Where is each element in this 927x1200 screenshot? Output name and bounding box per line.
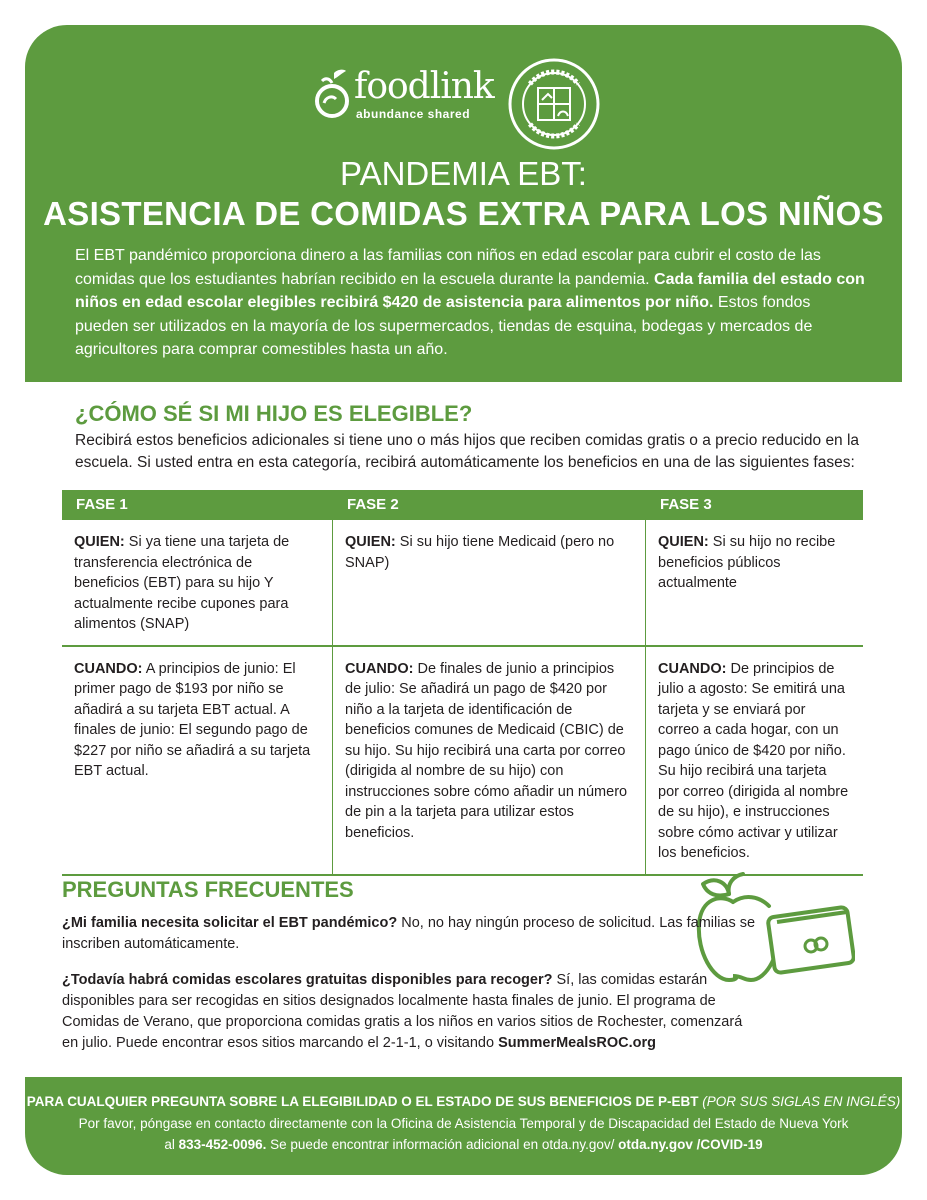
faq-item: ¿Mi familia necesita solicitar el EBT pandémico? No, no hay ningún proceso de solicitud. Las familias se inscriben automáticamente. <box>62 915 756 952</box>
quien-cell: QUIEN: Si ya tiene una tarjeta de transferencia electrónica de beneficios (EBT) para su hijo Y actualmente recibe cupones para alimentos (SNAP) <box>62 520 333 646</box>
faq-heading: PREGUNTAS FRECUENTES <box>62 877 354 902</box>
page-title-line2: ASISTENCIA DE COMIDAS EXTRA PARA LOS NIÑOS <box>43 195 884 232</box>
phone-number[interactable]: 833-452-0096. <box>178 1137 267 1152</box>
otda-link[interactable]: otda.ny.gov /COVID-19 <box>618 1137 763 1152</box>
phases-table <box>62 490 863 876</box>
phase-header: FASE 2 <box>333 490 646 520</box>
header-band <box>25 25 902 382</box>
footer-band <box>25 1077 902 1175</box>
intro-paragraph: El EBT pandémico proporciona dinero a las familias con niños en edad escolar para cubrir el costo de las comidas que los estudiantes habrían recibido en la escuela durante la pandemia. Cada familia del estado con niños en edad escolar elegibles recibirá $420 de asistencia para alimentos por niño. Estos fondos pueden ser utilizados en la mayoría de los supermercados, tiendas de esquina, bodegas y mercados de agricultores para comprar comestibles hasta un año. <box>75 247 865 358</box>
apple-logo-icon <box>312 67 352 123</box>
quien-cell: QUIEN: Si su hijo no recibe beneficios públicos actualmente <box>646 520 864 646</box>
quien-row <box>62 520 863 646</box>
quien-cell: QUIEN: Si su hijo tiene Medicaid (pero no SNAP) <box>333 520 646 646</box>
phases-header-row <box>62 490 863 520</box>
logo-wordmark: foodlink <box>354 66 494 107</box>
page-title-line1: PANDEMIA EBT: <box>340 155 587 192</box>
phase-header: FASE 1 <box>62 490 333 520</box>
cuando-cell: CUANDO: De finales de junio a principios de julio: Se añadirá un pago de $420 por niño a la tarjeta de identificación de beneficios comunes de Medicaid (CBIC) de su hijo. Su hijo recibirá una carta por correo (dirigida al nombre de su hijo) con instrucciones sobre cómo añadir un número de pin a la tarjeta para utilizar estos beneficios. <box>333 646 646 875</box>
faq-item: ¿Todavía habrá comidas escolares gratuitas disponibles para recoger? Sí, las comidas estarán disponibles para ser recogidas en sitios designados localmente hasta finales de junio. El programa de Comidas de Verano, que proporciona comidas gratis a los niños en varios sitios de Rochester, comenzará en julio. Puede encontrar esos sitios marcando el 2-1-1, o visitando SummerMealsROC.org <box>62 972 743 1051</box>
logo-tagline: abundance shared <box>356 107 471 121</box>
eligibility-heading: ¿CÓMO SÉ SI MI HIJO ES ELEGIBLE? <box>75 401 473 426</box>
cuando-cell: CUANDO: A principios de junio: El primer pago de $193 por niño se añadirá a su tarjeta EBT actual. A finales de junio: El segundo pago de $227 por niño se añadirá a su tarjeta EBT actual. <box>62 646 333 875</box>
county-seal-icon <box>508 58 600 150</box>
cuando-cell: CUANDO: De principios de julio a agosto: Se emitirá una tarjeta y se enviará por correo a cada hogar, con un pago único de $420 por niño. Su hijo recibirá una tarjeta por correo (dirigida al nombre de su hijo), e instrucciones sobre cómo activar y utilizar los beneficios. <box>646 646 864 875</box>
footer-heading: PARA CUALQUIER PREGUNTA SOBRE LA ELEGIBILIDAD O EL ESTADO DE SUS BENEFICIOS DE P-EBT (POR SUS SIGLAS EN INGLÉS) <box>26 1094 901 1109</box>
cuando-row <box>62 646 863 875</box>
footer-contact: al 833-452-0096. Se puede encontrar información adicional en otda.ny.gov/ otda.ny.gov /COVID-19 <box>164 1137 763 1152</box>
eligibility-text: Recibirá estos beneficios adicionales si tiene uno o más hijos que reciben comidas gratis o a precio reducido en la escuela. Si usted entra en esta categoría, recibirá automáticamente los beneficios en una de las siguientes fases: <box>75 432 860 471</box>
phase-header: FASE 3 <box>646 490 864 520</box>
flyer <box>25 25 902 1175</box>
footer-line: Por favor, póngase en contacto directamente con la Oficina de Asistencia Temporal y de Discapacidad del Estado de Nueva York <box>78 1115 849 1131</box>
summer-meals-link[interactable]: SummerMealsROC.org <box>498 1035 656 1051</box>
foodlink-logo <box>312 67 492 127</box>
